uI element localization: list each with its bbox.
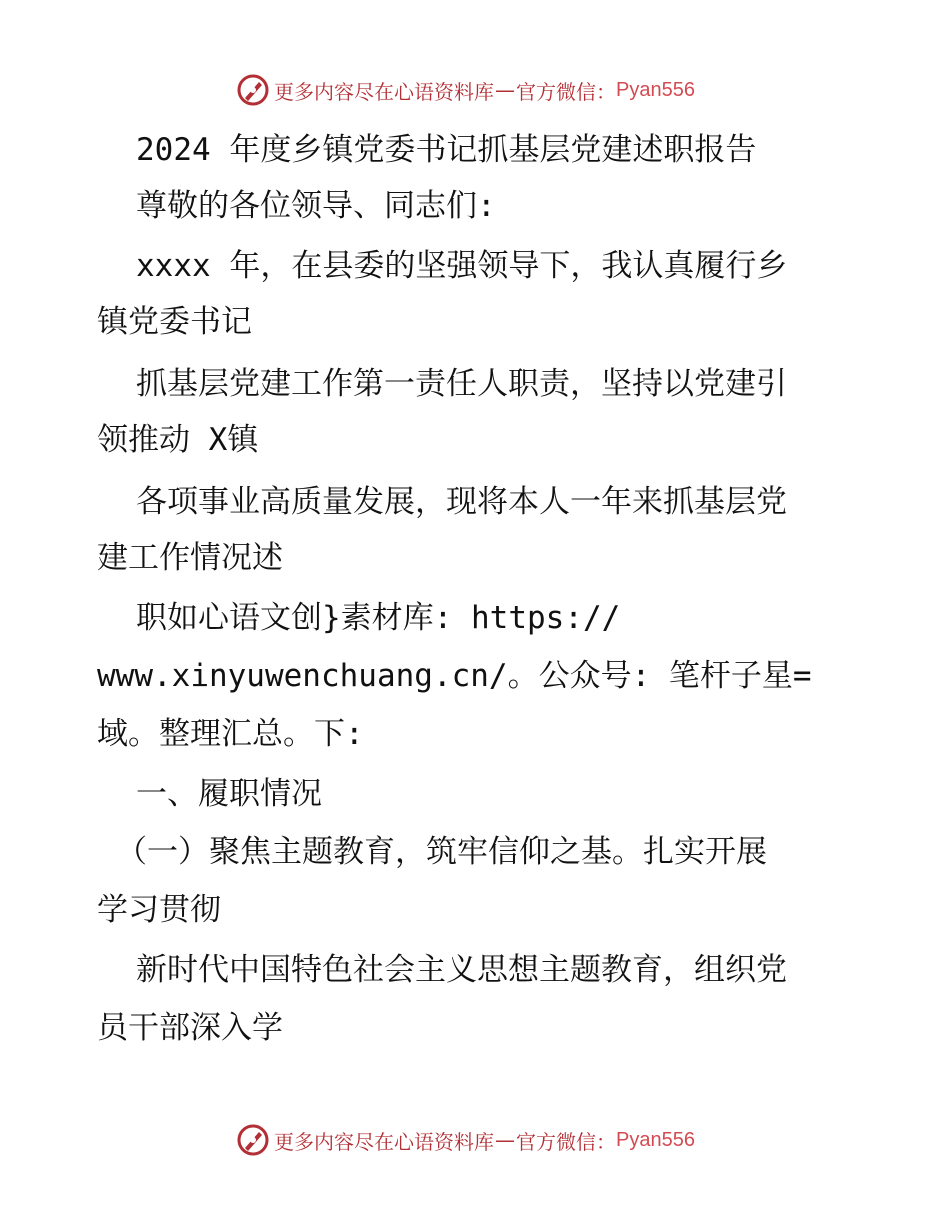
text-line: 职如心语文创}素材库: https:// (136, 600, 621, 636)
text-line: 抓基层党建工作第一责任人职责，坚持以党建引 (136, 366, 787, 402)
text-line: 学习贯彻 (97, 892, 221, 928)
text-line: 新时代中国特色社会主义思想主题教育，组织党 (136, 952, 787, 988)
text-line: 领推动 X镇 (97, 422, 259, 458)
banner-promo-text: 更多内容尽在心语资料库 (274, 79, 494, 104)
banner-wechat-id: Pyan556 (616, 78, 695, 101)
footer-banner (236, 1122, 695, 1158)
banner-wechat-id: Pyan556 (616, 1128, 695, 1151)
banner-separator: — (495, 78, 515, 102)
text-line: 各项事业高质量发展，现将本人一年来抓基层党 (136, 484, 787, 520)
section-heading: 一、履职情况 (136, 776, 322, 812)
text-line: 镇党委书记 (97, 304, 252, 340)
text-line: 域。整理汇总。下: (97, 716, 364, 752)
document-title: 2024 年度乡镇党委书记抓基层党建述职报告 (136, 132, 757, 168)
text-line: 员干部深入学 (97, 1010, 283, 1046)
banner-wechat-label: 官方微信： (516, 1129, 616, 1154)
banner-wechat-label: 官方微信： (516, 79, 616, 104)
text-line: 建工作情况述 (97, 540, 283, 576)
banner-separator: — (495, 1128, 515, 1152)
text-line: （一）聚焦主题教育，筑牢信仰之基。扎实开展 (116, 834, 767, 870)
banner-promo-text: 更多内容尽在心语资料库 (274, 1129, 494, 1154)
text-line: 尊敬的各位领导、同志们: (136, 188, 496, 224)
pen-logo-icon (236, 73, 270, 107)
text-line: www.xinyuwenchuang.cn/。公众号: 笔杆子星= (97, 658, 812, 694)
header-banner (236, 72, 695, 108)
text-line: xxxx 年，在县委的坚强领导下，我认真履行乡 (136, 248, 788, 284)
pen-logo-icon (236, 1123, 270, 1157)
